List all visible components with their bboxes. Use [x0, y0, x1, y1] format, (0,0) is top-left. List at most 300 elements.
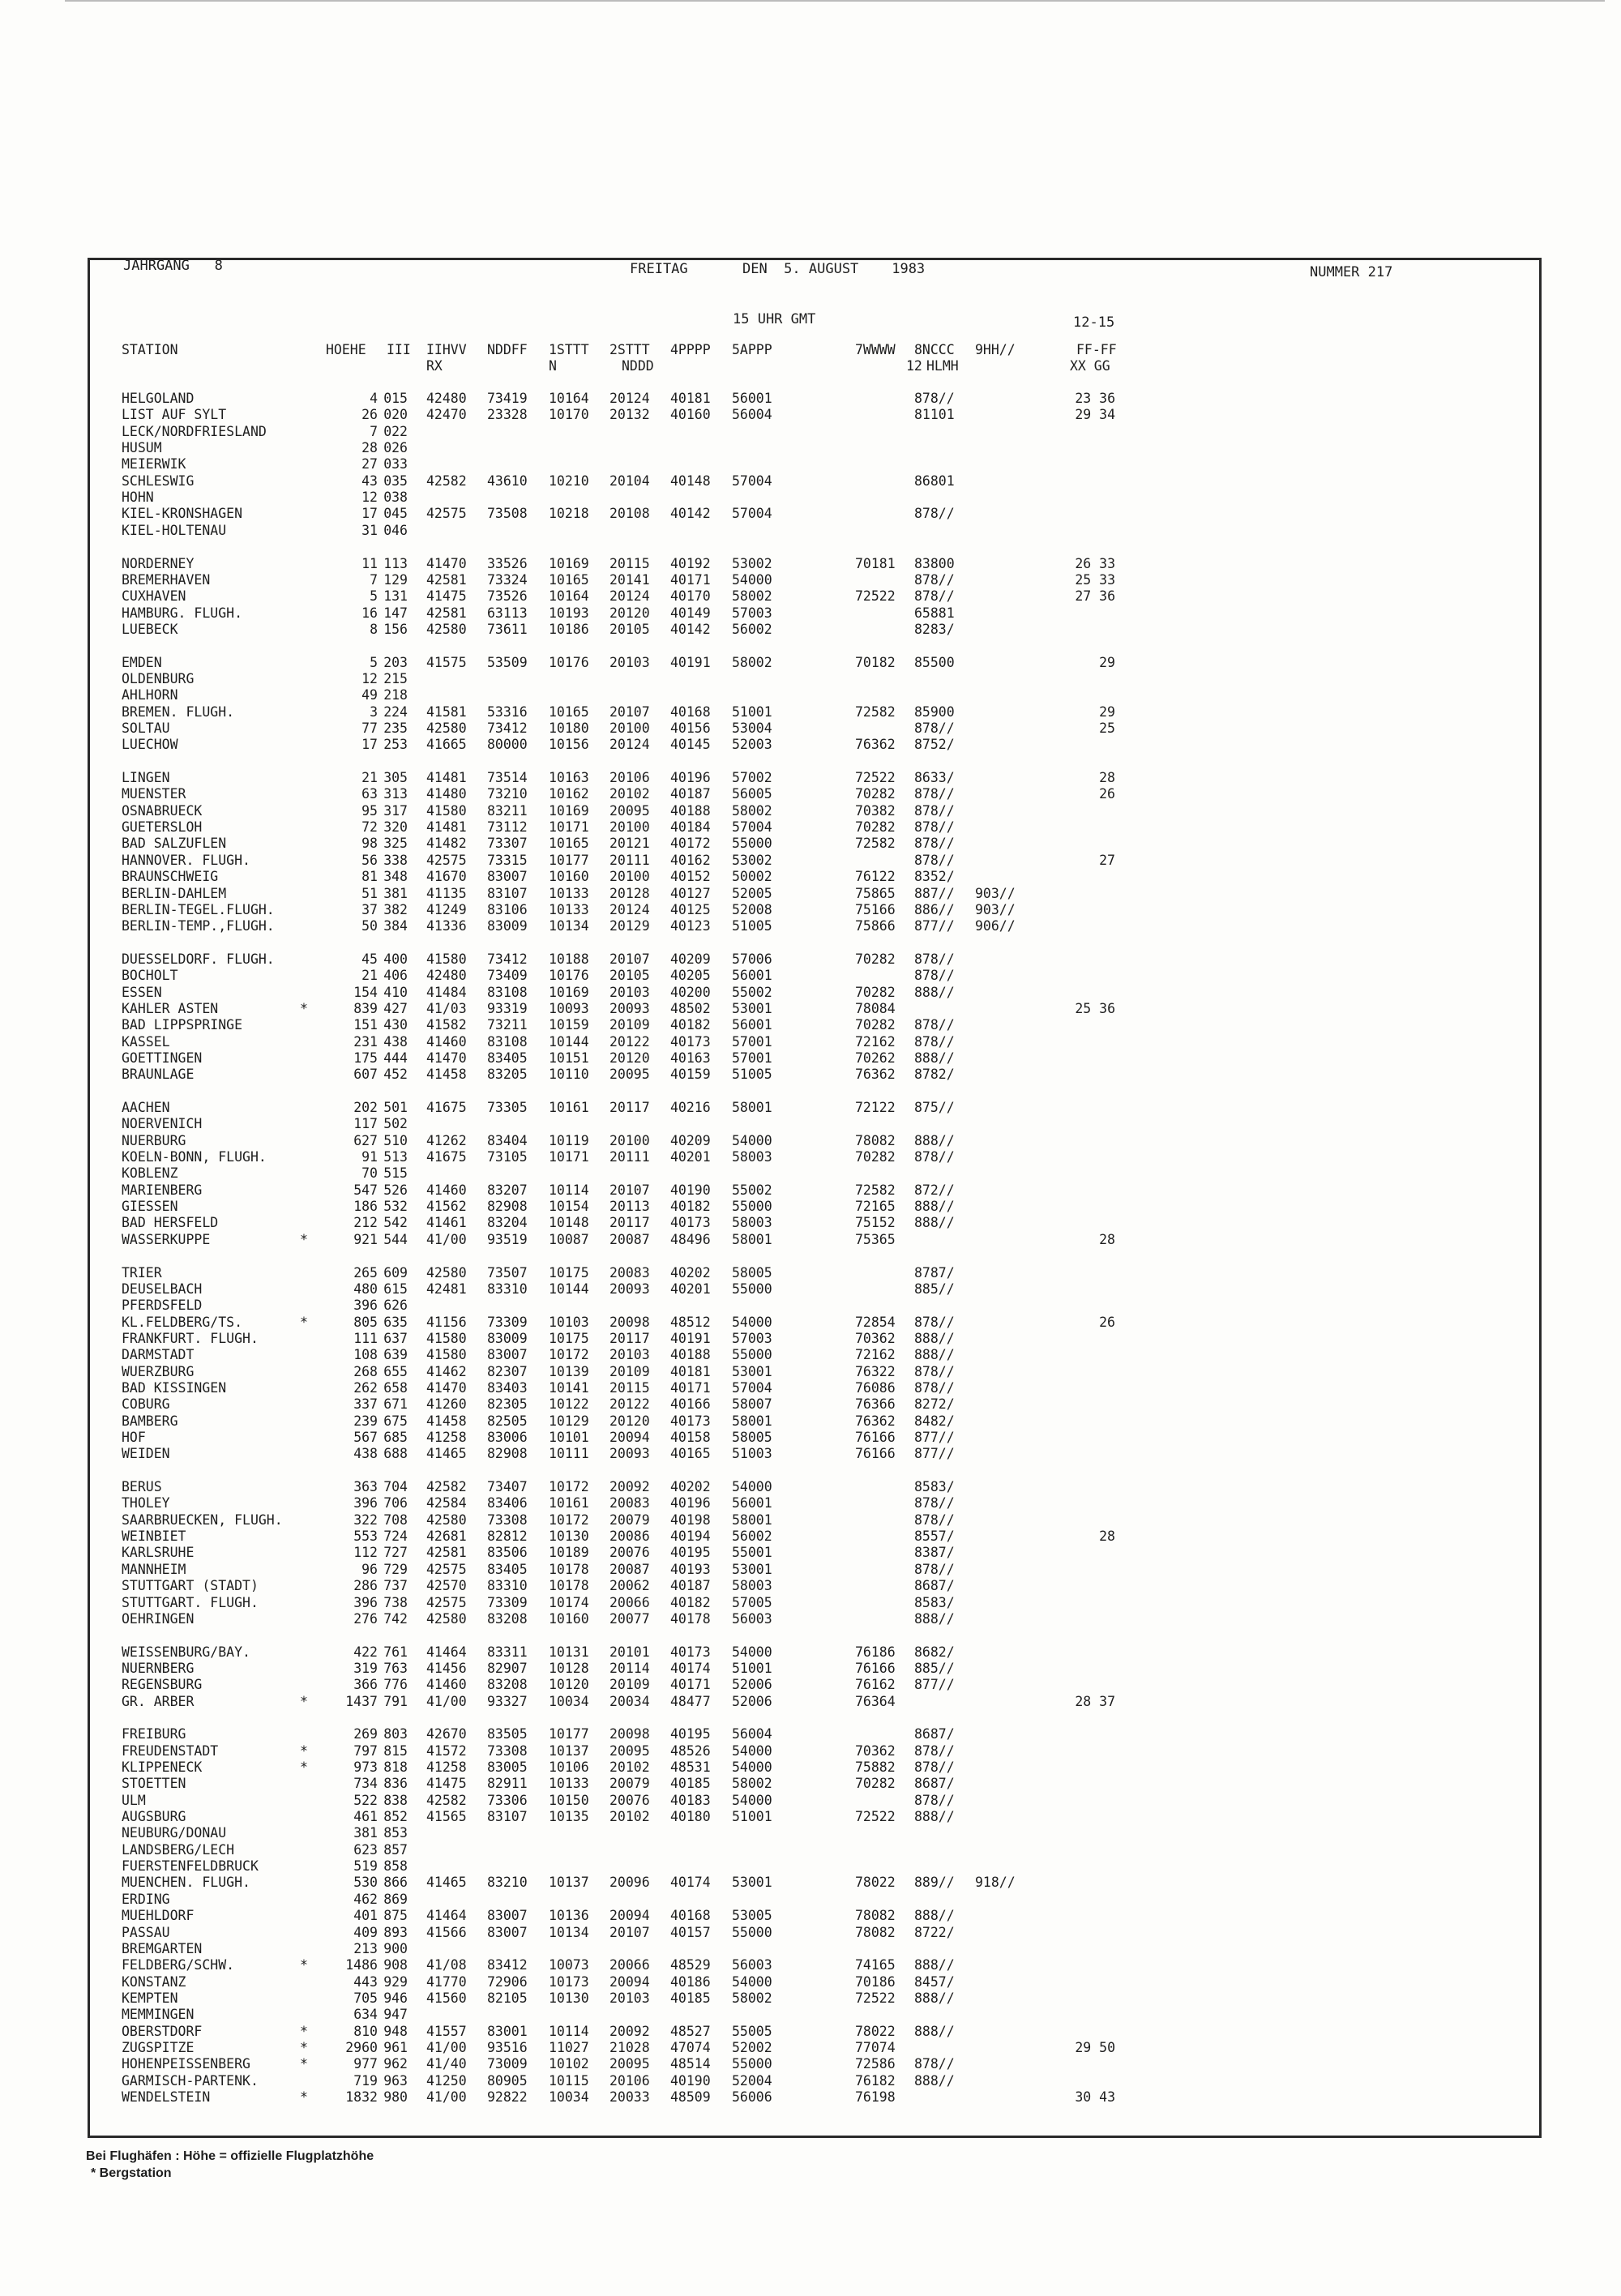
- table-cell: 2960: [345, 2040, 378, 2055]
- table-cell: 20120: [609, 1413, 650, 1429]
- table-cell: 885//: [914, 1281, 955, 1297]
- table-cell: 131: [383, 588, 408, 604]
- station-name: FREIBURG: [122, 1726, 186, 1742]
- table-cell: 10133: [549, 902, 589, 917]
- column-subheader: RX: [426, 358, 443, 374]
- station-name: BRAUNSCHWEIG: [122, 869, 219, 884]
- table-cell: 20062: [609, 1578, 650, 1593]
- table-cell: 41475: [426, 588, 467, 604]
- table-cell: 40156: [670, 720, 711, 736]
- table-cell: 83310: [487, 1578, 528, 1593]
- table-cell: 40159: [670, 1067, 711, 1082]
- table-cell: 73112: [487, 819, 528, 835]
- table-cell: 20066: [609, 1957, 650, 1973]
- station-name: SOLTAU: [122, 720, 170, 736]
- table-cell: 75152: [855, 1215, 896, 1230]
- station-name: BAMBERG: [122, 1413, 178, 1429]
- station-name: KAHLER ASTEN: [122, 1001, 219, 1016]
- table-cell: 40163: [670, 1050, 711, 1066]
- table-cell: 56003: [732, 1957, 772, 1973]
- table-cell: 41582: [426, 1017, 467, 1033]
- table-cell: 10139: [549, 1364, 589, 1379]
- table-cell: 12: [361, 490, 378, 505]
- table-cell: 20077: [609, 1611, 650, 1627]
- table-cell: 626: [383, 1298, 408, 1313]
- table-cell: 29 34: [1075, 407, 1115, 422]
- table-cell: 878//: [914, 1380, 955, 1396]
- table-cell: 338: [383, 853, 408, 868]
- table-cell: 175: [353, 1050, 378, 1066]
- table-cell: 10133: [549, 886, 589, 901]
- table-cell: 55000: [732, 1925, 772, 1940]
- table-cell: 75166: [855, 902, 896, 917]
- table-cell: 10165: [549, 704, 589, 720]
- table-cell: 10175: [549, 1331, 589, 1346]
- table-cell: 40196: [670, 1495, 711, 1511]
- station-name: LIST AUF SYLT: [122, 407, 227, 422]
- table-cell: 8687/: [914, 1776, 955, 1791]
- table-cell: 58005: [732, 1265, 772, 1281]
- table-cell: 41465: [426, 1875, 467, 1890]
- station-name: WENDELSTEIN: [122, 2089, 211, 2105]
- table-cell: 10131: [549, 1644, 589, 1660]
- table-cell: 42681: [426, 1529, 467, 1544]
- table-cell: 878//: [914, 391, 955, 406]
- table-cell: 878//: [914, 1149, 955, 1165]
- table-cell: 41557: [426, 2024, 467, 2039]
- table-cell: 921: [353, 1232, 378, 1247]
- station-name: MEIERWIK: [122, 456, 186, 472]
- table-cell: 76362: [855, 1067, 896, 1082]
- table-cell: 10133: [549, 1776, 589, 1791]
- table-cell: 21028: [609, 2040, 650, 2055]
- date-label: DEN 5. AUGUST 1983: [742, 261, 926, 277]
- station-name: REGENSBURG: [122, 1677, 203, 1692]
- table-cell: 40173: [670, 1413, 711, 1429]
- table-cell: 10169: [549, 803, 589, 819]
- table-cell: 878//: [914, 1315, 955, 1330]
- table-cell: 20093: [609, 1281, 650, 1297]
- table-cell: 40182: [670, 1595, 711, 1610]
- table-cell: 52004: [732, 2073, 772, 2089]
- table-cell: 82907: [487, 1661, 528, 1676]
- table-cell: 10122: [549, 1396, 589, 1412]
- table-cell: 16: [361, 605, 378, 621]
- table-cell: 73419: [487, 391, 528, 406]
- table-cell: 41580: [426, 1331, 467, 1346]
- table-cell: 55001: [732, 1545, 772, 1560]
- table-cell: 10111: [549, 1446, 589, 1461]
- table-cell: 55000: [732, 1347, 772, 1362]
- station-name: BAD HERSFELD: [122, 1215, 219, 1230]
- table-cell: 42570: [426, 1578, 467, 1593]
- station-name: KIEL-HOLTENAU: [122, 523, 227, 538]
- table-cell: 40165: [670, 1446, 711, 1461]
- table-cell: 20107: [609, 1925, 650, 1940]
- table-cell: 27: [1099, 853, 1115, 868]
- table-cell: 72586: [855, 2056, 896, 2072]
- table-cell: 10148: [549, 1215, 589, 1230]
- table-cell: 542: [383, 1215, 408, 1230]
- table-cell: 035: [383, 473, 408, 489]
- table-cell: 761: [383, 1644, 408, 1660]
- station-name: DEUSELBACH: [122, 1281, 203, 1297]
- table-cell: 20102: [609, 1809, 650, 1824]
- table-cell: 58002: [732, 588, 772, 604]
- table-cell: 522: [353, 1793, 378, 1808]
- table-cell: 58003: [732, 1149, 772, 1165]
- station-name: LUEBECK: [122, 622, 178, 637]
- table-cell: 818: [383, 1759, 408, 1775]
- table-cell: 73210: [487, 786, 528, 802]
- table-cell: 427: [383, 1001, 408, 1016]
- table-cell: 320: [383, 819, 408, 835]
- table-cell: 76322: [855, 1364, 896, 1379]
- table-cell: 20100: [609, 1133, 650, 1148]
- table-cell: 58005: [732, 1430, 772, 1445]
- table-cell: 40123: [670, 918, 711, 934]
- table-cell: 58002: [732, 1776, 772, 1791]
- table-cell: 26: [361, 407, 378, 422]
- table-cell: 41250: [426, 2073, 467, 2089]
- station-name: KL.FELDBERG/TS.: [122, 1315, 243, 1330]
- table-cell: 885//: [914, 1661, 955, 1676]
- table-cell: 83107: [487, 886, 528, 901]
- table-cell: 519: [353, 1858, 378, 1874]
- table-cell: 28: [361, 440, 378, 455]
- column-subheader: N: [549, 358, 557, 374]
- table-cell: 76162: [855, 1677, 896, 1692]
- table-cell: 791: [383, 1694, 408, 1709]
- table-cell: 20083: [609, 1265, 650, 1281]
- table-cell: 83406: [487, 1495, 528, 1511]
- station-name: HELGOLAND: [122, 391, 195, 406]
- table-cell: 878//: [914, 1034, 955, 1050]
- table-cell: 58007: [732, 1396, 772, 1412]
- table-cell: 627: [353, 1133, 378, 1148]
- table-cell: 40173: [670, 1215, 711, 1230]
- table-cell: 8272/: [914, 1396, 955, 1412]
- table-cell: 20092: [609, 1479, 650, 1494]
- table-cell: 40201: [670, 1281, 711, 1297]
- table-cell: 363: [353, 1479, 378, 1494]
- table-cell: 40125: [670, 902, 711, 917]
- table-cell: 48531: [670, 1759, 711, 1775]
- table-cell: 42480: [426, 968, 467, 983]
- table-cell: 41458: [426, 1413, 467, 1429]
- table-cell: 20086: [609, 1529, 650, 1544]
- table-cell: 10163: [549, 770, 589, 785]
- table-cell: 52002: [732, 2040, 772, 2055]
- station-name: DUESSELDORF. FLUGH.: [122, 951, 275, 967]
- table-cell: 54000: [732, 1974, 772, 1990]
- table-cell: 63113: [487, 605, 528, 621]
- table-cell: 10175: [549, 1265, 589, 1281]
- table-cell: 10169: [549, 556, 589, 571]
- table-cell: 48514: [670, 2056, 711, 2072]
- table-cell: 888//: [914, 1331, 955, 1346]
- column-header: 8NCCC: [914, 342, 955, 357]
- table-cell: 10101: [549, 1430, 589, 1445]
- table-cell: 70282: [855, 951, 896, 967]
- table-cell: 129: [383, 572, 408, 588]
- table-cell: 81101: [914, 407, 955, 422]
- table-cell: 53005: [732, 1908, 772, 1923]
- table-cell: 20098: [609, 1315, 650, 1330]
- table-cell: 10151: [549, 1050, 589, 1066]
- table-cell: 737: [383, 1578, 408, 1593]
- table-cell: 95: [361, 803, 378, 819]
- table-cell: 8557/: [914, 1529, 955, 1544]
- table-cell: 54000: [732, 1759, 772, 1775]
- table-cell: 186: [353, 1199, 378, 1214]
- table-cell: 93516: [487, 2040, 528, 2055]
- table-cell: 212: [353, 1215, 378, 1230]
- table-cell: 366: [353, 1677, 378, 1692]
- table-cell: 111: [353, 1331, 378, 1346]
- table-cell: 20095: [609, 1067, 650, 1082]
- station-name: AHLHORN: [122, 687, 178, 703]
- table-cell: 72522: [855, 770, 896, 785]
- table-cell: 83106: [487, 902, 528, 917]
- table-cell: 8633/: [914, 770, 955, 785]
- table-cell: 53002: [732, 556, 772, 571]
- table-cell: *: [300, 1694, 308, 1709]
- station-name: SCHLESWIG: [122, 473, 195, 489]
- station-name: HOHN: [122, 490, 154, 505]
- table-cell: 325: [383, 836, 408, 851]
- table-cell: 56001: [732, 1495, 772, 1511]
- station-name: NOERVENICH: [122, 1116, 203, 1131]
- station-name: AACHEN: [122, 1100, 170, 1115]
- station-name: ZUGSPITZE: [122, 2040, 195, 2055]
- table-cell: 973: [353, 1759, 378, 1775]
- table-cell: 41675: [426, 1149, 467, 1165]
- table-cell: 51001: [732, 704, 772, 720]
- table-cell: 430: [383, 1017, 408, 1033]
- table-cell: 10174: [549, 1595, 589, 1610]
- table-cell: 20076: [609, 1793, 650, 1808]
- table-cell: 319: [353, 1661, 378, 1676]
- table-cell: 929: [383, 1974, 408, 1990]
- column-header: 9HH//: [975, 342, 1016, 357]
- table-cell: 810: [353, 2024, 378, 2039]
- table-cell: 65881: [914, 605, 955, 621]
- table-cell: 10176: [549, 655, 589, 670]
- table-cell: 28 37: [1075, 1694, 1115, 1709]
- table-cell: 20109: [609, 1677, 650, 1692]
- table-cell: 54000: [732, 1133, 772, 1148]
- table-cell: 76166: [855, 1430, 896, 1445]
- table-cell: 10154: [549, 1199, 589, 1214]
- table-cell: 41460: [426, 1677, 467, 1692]
- table-cell: 53001: [732, 1562, 772, 1577]
- table-cell: 218: [383, 687, 408, 703]
- table-cell: 10172: [549, 1512, 589, 1528]
- table-cell: 42580: [426, 622, 467, 637]
- table-cell: 20103: [609, 1990, 650, 2006]
- table-cell: 20124: [609, 737, 650, 752]
- table-cell: 8482/: [914, 1413, 955, 1429]
- jahrgang-label: JAHRGANG 8: [123, 258, 223, 274]
- table-cell: 444: [383, 1050, 408, 1066]
- table-cell: 609: [383, 1265, 408, 1281]
- table-cell: 73306: [487, 1793, 528, 1808]
- station-name: ESSEN: [122, 985, 162, 1000]
- table-cell: 53001: [732, 1875, 772, 1890]
- table-cell: 038: [383, 490, 408, 505]
- table-cell: 872//: [914, 1182, 955, 1198]
- table-cell: 82908: [487, 1199, 528, 1214]
- table-cell: *: [300, 1001, 308, 1016]
- table-cell: 878//: [914, 1364, 955, 1379]
- table-cell: 10114: [549, 2024, 589, 2039]
- table-cell: 396: [353, 1495, 378, 1511]
- table-cell: 10165: [549, 572, 589, 588]
- table-cell: 888//: [914, 1990, 955, 2006]
- column-header: NDDFF: [487, 342, 528, 357]
- table-cell: 76166: [855, 1661, 896, 1676]
- table-cell: 41675: [426, 1100, 467, 1115]
- table-cell: 906//: [975, 918, 1016, 934]
- table-cell: 10073: [549, 1957, 589, 1973]
- table-cell: 57001: [732, 1050, 772, 1066]
- table-cell: 42575: [426, 853, 467, 868]
- table-cell: 83210: [487, 1875, 528, 1890]
- table-cell: 8283/: [914, 622, 955, 637]
- table-cell: *: [300, 1232, 308, 1247]
- column-header: 4PPPP: [670, 342, 711, 357]
- table-cell: 20095: [609, 1743, 650, 1759]
- table-cell: 40191: [670, 1331, 711, 1346]
- table-cell: 42575: [426, 1562, 467, 1577]
- table-cell: 82812: [487, 1529, 528, 1544]
- station-name: WUERZBURG: [122, 1364, 195, 1379]
- station-name: DARMSTADT: [122, 1347, 195, 1362]
- table-cell: 83007: [487, 1925, 528, 1940]
- table-cell: 73407: [487, 1479, 528, 1494]
- table-cell: 70282: [855, 985, 896, 1000]
- table-cell: 75865: [855, 886, 896, 901]
- table-cell: 41560: [426, 1990, 467, 2006]
- table-cell: 41461: [426, 1215, 467, 1230]
- table-cell: 40195: [670, 1545, 711, 1560]
- station-name: BREMERHAVEN: [122, 572, 211, 588]
- table-cell: 72122: [855, 1100, 896, 1115]
- table-cell: 685: [383, 1430, 408, 1445]
- table-cell: 58001: [732, 1232, 772, 1247]
- table-cell: 72522: [855, 588, 896, 604]
- table-cell: 41480: [426, 786, 467, 802]
- table-cell: 73309: [487, 1595, 528, 1610]
- table-cell: 51: [361, 886, 378, 901]
- table-cell: 20079: [609, 1512, 650, 1528]
- table-cell: 7: [370, 424, 378, 439]
- table-cell: 10130: [549, 1529, 589, 1544]
- table-cell: 1486: [345, 1957, 378, 1973]
- station-name: HANNOVER. FLUGH.: [122, 853, 250, 868]
- table-cell: 33526: [487, 556, 528, 571]
- column-header: 5APPP: [732, 342, 772, 357]
- table-cell: 54000: [732, 1743, 772, 1759]
- table-cell: 63: [361, 786, 378, 802]
- table-cell: 20105: [609, 622, 650, 637]
- table-cell: 41258: [426, 1759, 467, 1775]
- table-cell: 8583/: [914, 1595, 955, 1610]
- table-cell: 875//: [914, 1100, 955, 1115]
- table-cell: 70181: [855, 556, 896, 571]
- station-name: BOCHOLT: [122, 968, 178, 983]
- table-cell: 20103: [609, 1347, 650, 1362]
- table-cell: 634: [353, 2007, 378, 2022]
- table-cell: 72522: [855, 1990, 896, 2006]
- table-cell: 40178: [670, 1611, 711, 1627]
- table-cell: 887//: [914, 886, 955, 901]
- table-cell: 635: [383, 1315, 408, 1330]
- table-cell: 268: [353, 1364, 378, 1379]
- table-cell: 40162: [670, 853, 711, 868]
- table-cell: 40149: [670, 605, 711, 621]
- table-cell: 73526: [487, 588, 528, 604]
- column-header: III: [387, 342, 411, 357]
- table-cell: 708: [383, 1512, 408, 1528]
- table-cell: 41482: [426, 836, 467, 851]
- table-cell: 10150: [549, 1793, 589, 1808]
- table-cell: 40171: [670, 1677, 711, 1692]
- table-cell: 033: [383, 456, 408, 472]
- table-cell: 55002: [732, 1182, 772, 1198]
- table-cell: 42582: [426, 473, 467, 489]
- table-cell: 337: [353, 1396, 378, 1412]
- table-cell: 888//: [914, 1957, 955, 1973]
- table-cell: 41481: [426, 819, 467, 835]
- table-cell: 42580: [426, 720, 467, 736]
- station-name: KOBLENZ: [122, 1165, 178, 1181]
- table-cell: 40185: [670, 1776, 711, 1791]
- table-cell: 224: [383, 704, 408, 720]
- table-cell: 20132: [609, 407, 650, 422]
- table-cell: 853: [383, 1825, 408, 1841]
- column-header: 1STTT: [549, 342, 589, 357]
- table-cell: 58003: [732, 1215, 772, 1230]
- table-cell: 10177: [549, 853, 589, 868]
- table-cell: 401: [353, 1908, 378, 1923]
- table-cell: 962: [383, 2056, 408, 2072]
- table-cell: 20094: [609, 1908, 650, 1923]
- table-cell: 438: [383, 1034, 408, 1050]
- table-cell: *: [300, 1315, 308, 1330]
- table-cell: 40190: [670, 1182, 711, 1198]
- table-cell: 47074: [670, 2040, 711, 2055]
- table-cell: 10137: [549, 1743, 589, 1759]
- table-cell: 73611: [487, 622, 528, 637]
- table-cell: 83108: [487, 1034, 528, 1050]
- table-cell: 20105: [609, 968, 650, 983]
- table-cell: 20122: [609, 1396, 650, 1412]
- table-cell: 76186: [855, 1644, 896, 1660]
- table-cell: 202: [353, 1100, 378, 1115]
- table-cell: 42580: [426, 1512, 467, 1528]
- table-cell: 72906: [487, 1974, 528, 1990]
- table-cell: 57004: [732, 1380, 772, 1396]
- table-cell: 75866: [855, 918, 896, 934]
- table-cell: 40209: [670, 951, 711, 967]
- table-cell: 50: [361, 918, 378, 934]
- table-cell: 20121: [609, 836, 650, 851]
- table-cell: 893: [383, 1925, 408, 1940]
- table-cell: 41465: [426, 1446, 467, 1461]
- station-name: ERDING: [122, 1892, 170, 1907]
